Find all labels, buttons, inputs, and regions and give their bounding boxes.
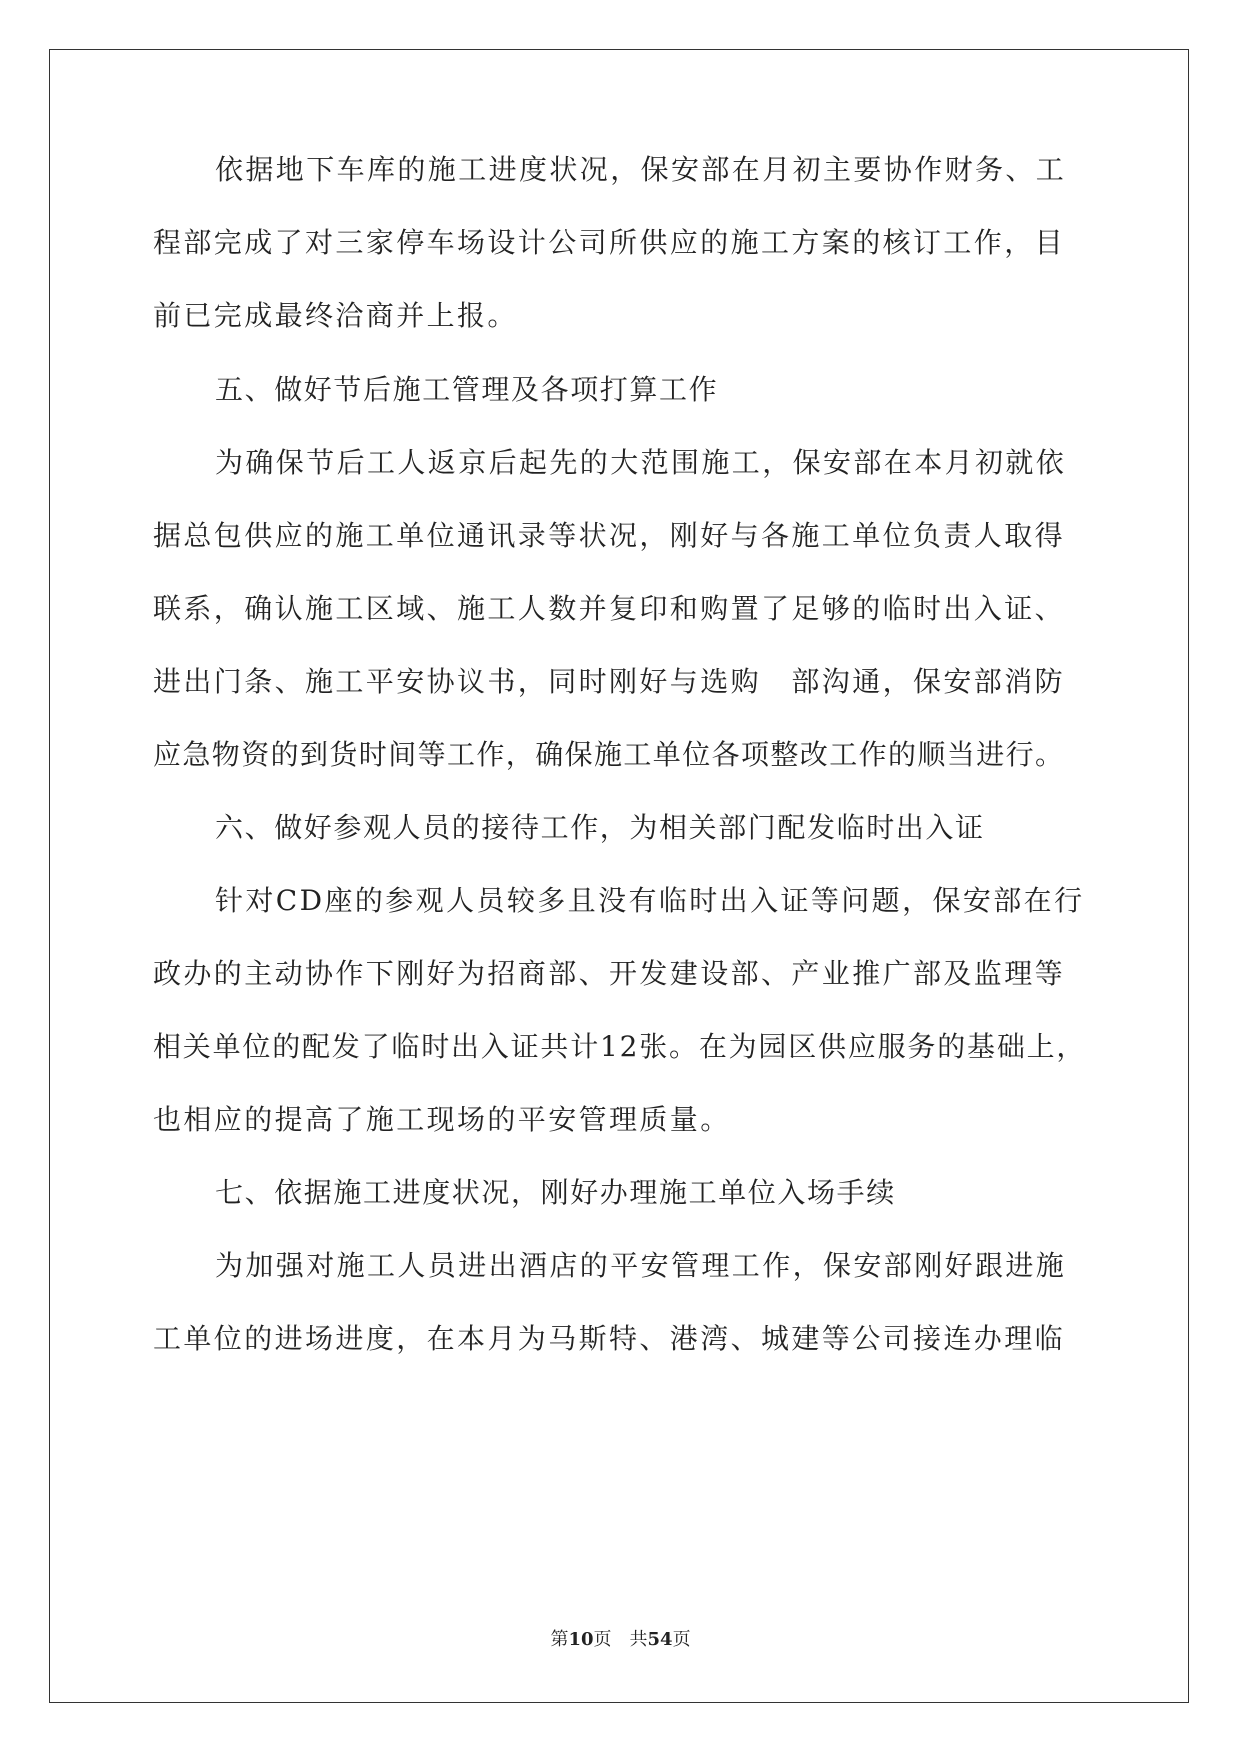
paragraph-line: 程部完成了对三家停车场设计公司所供应的施工方案的核订工作，目	[153, 226, 1066, 259]
footer-prefix: 第	[550, 1629, 569, 1650]
paragraph-line: 联系，确认施工区域、施工人数并复印和购置了足够的临时出入证、	[153, 592, 1066, 625]
paragraph-line: 工单位的进场进度，在本月为马斯特、港湾、城建等公司接连办理临	[153, 1322, 1066, 1355]
paragraph-line: 应急物资的到货时间等工作，确保施工单位各项整改工作的顺当进行。	[153, 738, 1065, 771]
paragraph-line: 进出门条、施工平安协议书，同时刚好与选购 部沟通，保安部消防	[153, 665, 1066, 698]
paragraph-line: 政办的主动协作下刚好为招商部、开发建设部、产业推广部及监理等	[153, 957, 1066, 990]
paragraph-line: 前已完成最终洽商并上报。	[153, 299, 518, 332]
section-heading: 五、做好节后施工管理及各项打算工作	[215, 373, 719, 406]
paragraph-line: 也相应的提高了施工现场的平安管理质量。	[153, 1103, 731, 1136]
paragraph-line: 据总包供应的施工单位通讯录等状况，刚好与各施工单位负责人取得	[153, 519, 1066, 552]
section-heading: 六、做好参观人员的接待工作，为相关部门配发临时出入证	[215, 811, 985, 844]
paragraph-line: 相关单位的配发了临时出入证共计12张。在为园区供应服务的基础上，	[153, 1030, 1087, 1063]
current-page-number: 10	[568, 1629, 594, 1650]
paragraph-line: 依据地下车库的施工进度状况，保安部在月初主要协作财务、工	[215, 153, 1067, 186]
paragraph-line: 为加强对施工人员进出酒店的平安管理工作，保安部刚好跟进施	[215, 1249, 1067, 1282]
paragraph-line: 针对CD座的参观人员较多且没有临时出入证等问题，保安部在行	[215, 884, 1085, 917]
page-footer	[0, 1628, 1241, 1652]
footer-suffix: 页	[672, 1629, 691, 1650]
total-page-count: 54	[647, 1629, 673, 1650]
paragraph-line: 为确保节后工人返京后起先的大范围施工，保安部在本月初就依	[215, 446, 1067, 479]
footer-mid: 页 共	[593, 1629, 648, 1650]
section-heading: 七、依据施工进度状况，刚好办理施工单位入场手续	[215, 1176, 896, 1209]
